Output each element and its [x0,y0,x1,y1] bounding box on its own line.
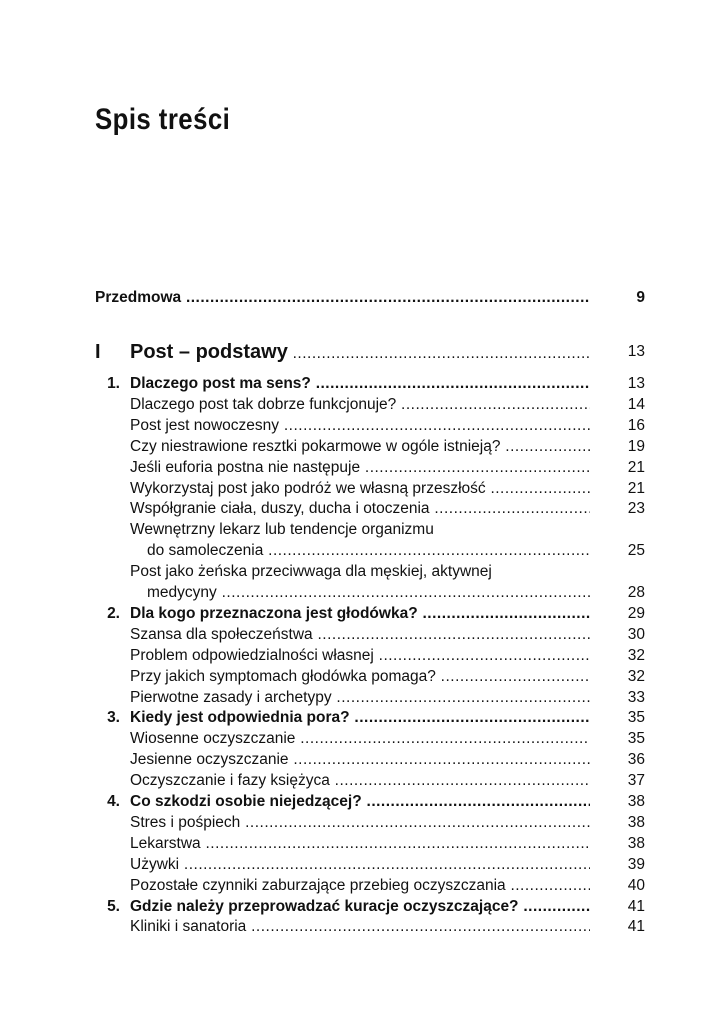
chapter-number: 5. [107,897,120,915]
toc-entry-label: Wiosenne oczyszczanie ..... [130,728,590,749]
toc-entry-label: Współgranie ciała, duszy, ducha i otoczenia ..... [130,498,590,519]
toc-page-number: 38 [627,813,645,831]
toc-section-entry[interactable] [0,457,725,478]
toc-page-number: 41 [627,897,645,915]
toc-entry-label: Jeśli euforia postna nie następuje ..... [130,457,590,478]
toc-page-number: 25 [627,542,645,560]
toc-page-number: 14 [627,395,645,413]
toc-section-entry[interactable] [0,624,725,645]
chapter-number: 4. [107,793,120,810]
toc-entry-label: Używki ..... [130,854,590,875]
toc-entry-label: Kliniki i sanatoria ..... [130,916,590,937]
toc-section-entry[interactable] [0,519,725,540]
toc-page-number: 16 [627,416,645,434]
toc-entry-label: Wykorzystaj post jako podróż we własną przeszłość ..... [130,478,590,499]
toc-section-entry[interactable] [0,498,725,519]
toc-section-entry[interactable] [0,854,725,875]
toc-entry-label: Co szkodzi osobie niejedzącej? ..... [130,791,590,812]
toc-section-entry[interactable] [0,875,725,896]
toc-entry-label: Gdzie należy przeprowadzać kuracje oczyszczające? ..... [130,896,590,917]
toc-section-entry[interactable] [0,916,725,937]
toc-entry-label: medycyny ..... [147,582,590,603]
toc-section-entry[interactable] [0,436,725,457]
toc-entry-label: Szansa dla społeczeństwa ..... [130,624,590,645]
toc-section-entry[interactable] [0,728,725,749]
toc-page-number: 38 [627,834,645,852]
toc-page-number: 35 [627,730,645,748]
chapter-number: 1. [107,375,120,392]
toc-entry-label: Lekarstwa ..... [130,833,590,854]
toc-page-number: 35 [627,709,645,727]
toc-entry-label: Przedmowa ..... [95,287,590,308]
toc-section-entry[interactable] [0,833,725,854]
part-numeral: I [95,341,101,363]
toc-entry-label: Pierwotne zasady i archetypy ..... [130,687,590,708]
toc-chapter-entry[interactable] [0,707,725,728]
toc-page-number: 40 [627,876,645,894]
toc-entry-label: Stres i pośpiech ..... [130,812,590,833]
toc-entry-label: Kiedy jest odpowiednia pora? ..... [130,707,590,728]
toc-page-number: 38 [627,793,645,810]
toc-page-number: 21 [627,458,645,476]
toc-page-number: 32 [627,667,645,685]
toc-section-entry[interactable] [0,415,725,436]
toc-page-number: 32 [627,646,645,664]
toc-entry-label: Jesienne oczyszczanie ..... [130,749,590,770]
toc-page-number: 19 [627,437,645,455]
part-title: Post – podstawy ..... [130,339,590,367]
toc-entry-preface[interactable] [0,287,725,308]
toc-section-entry[interactable] [0,687,725,708]
toc-entry-label: Dlaczego post tak dobrze funkcjonuje? ..... [130,394,590,415]
toc-entry-label: Post jako żeńska przeciwwaga dla męskiej, aktywnej [130,563,492,581]
toc-section-entry[interactable] [0,540,725,561]
toc-section-entry[interactable] [0,582,725,603]
toc-page-number: 39 [627,855,645,873]
toc-chapter-entry[interactable] [0,791,725,812]
toc-section-entry[interactable] [0,645,725,666]
toc-entry-label: Dlaczego post ma sens? ..... [130,373,590,394]
toc-section-entry[interactable] [0,561,725,582]
toc-page-number: 36 [627,751,645,769]
toc-page-number: 28 [627,584,645,601]
chapter-number: 2. [107,604,120,622]
toc-entry-label: Dla kogo przeznaczona jest głodówka? ..... [130,603,590,624]
toc-section-entry[interactable] [0,394,725,415]
toc-page-number: 30 [627,625,645,643]
toc-entry-label: Oczyszczanie i fazy księżyca ..... [130,770,590,791]
page-title: Spis treści [95,103,231,136]
toc-section-entry[interactable] [0,478,725,499]
toc-page-number: 29 [627,604,645,622]
toc-section-entry[interactable] [0,770,725,791]
toc-part-heading[interactable] [0,339,725,365]
toc-entry-label: Problem odpowiedzialności własnej ..... [130,645,590,666]
toc-entry-label: Przy jakich symptomach głodówka pomaga? ..... [130,666,590,687]
toc-page-number: 21 [627,479,645,497]
toc-entry-label: Wewnętrzny lekarz lub tendencje organizmu [130,521,434,539]
toc-section-entry[interactable] [0,749,725,770]
toc-page-number: 9 [636,289,645,306]
toc-entry-label: Czy niestrawione resztki pokarmowe w ogóle istnieją? ..... [130,436,590,457]
toc-page-number: 23 [627,500,645,518]
toc-entry-label: do samoleczenia ..... [147,540,590,561]
toc-page-number: 13 [627,343,645,360]
toc-entry-label: Pozostałe czynniki zaburzające przebieg oczyszczania ..... [130,875,590,896]
toc-page-number: 41 [627,918,645,936]
toc-entry-label: Post jest nowoczesny ..... [130,415,590,436]
chapter-number: 3. [107,709,120,727]
toc-section-entry[interactable] [0,812,725,833]
toc-chapter-entry[interactable] [0,373,725,394]
toc-chapter-entry[interactable] [0,896,725,917]
toc-page-number: 13 [627,375,645,392]
toc-page-number: 37 [627,772,645,790]
toc-section-entry[interactable] [0,666,725,687]
toc-chapter-entry[interactable] [0,603,725,624]
toc-page-number: 33 [627,688,645,706]
